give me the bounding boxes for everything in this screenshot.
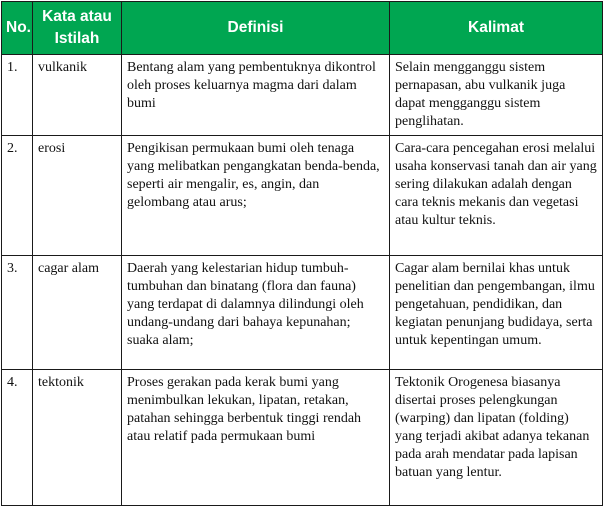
row-number: 4. (2, 370, 33, 506)
row-number: 3. (2, 256, 33, 370)
glossary-table (1, 1, 603, 506)
row-term: erosi (33, 136, 122, 256)
row-sentence: Tektonik Orogenesa biasanya disertai proses pelengkungan (warping) dan lipatan (folding) yang terjadi akibat adanya tekanan pada arah mendatar pada lapisan batuan yang lentur. (390, 370, 603, 506)
row-term: tektonik (33, 370, 122, 506)
header-row (2, 2, 603, 55)
header-term: Kata atau Istilah (33, 2, 122, 55)
row-definition: Proses gerakan pada kerak bumi yang menimbulkan lekukan, lipatan, retakan, patahan sehingga berbentuk tinggi rendah atau relatif pada permukaan bumi (122, 370, 390, 506)
header-definition: Definisi (122, 2, 390, 55)
table-row (2, 256, 603, 370)
header-sentence: Kalimat (390, 2, 603, 55)
table-row (2, 55, 603, 136)
row-term: vulkanik (33, 55, 122, 136)
row-definition: Pengikisan permukaan bumi oleh tenaga yang melibatkan pengangkatan benda-benda, seperti air mengalir, es, angin, dan gelombang atau arus; (122, 136, 390, 256)
row-sentence: Cara-cara pencegahan erosi melalui usaha konservasi tanah dan air yang sering dilakukan adalah dengan cara teknis mekanis dan vegetasi atau kultur teknis. (390, 136, 603, 256)
table-row (2, 370, 603, 506)
row-definition: Daerah yang kelestarian hidup tumbuh-tumbuhan dan binatang (flora dan fauna) yang terdapat di dalamnya dilindungi oleh undang-undang dari bahaya kepunahan; suaka alam; (122, 256, 390, 370)
row-term: cagar alam (33, 256, 122, 370)
row-number: 2. (2, 136, 33, 256)
row-definition: Bentang alam yang pembentuknya dikontrol oleh proses keluarnya magma dari dalam bumi (122, 55, 390, 136)
header-no: No. (2, 2, 33, 55)
row-sentence: Selain mengganggu sistem pernapasan, abu vulkanik juga dapat mengganggu sistem penglihatan. (390, 55, 603, 136)
row-number: 1. (2, 55, 33, 136)
table-row (2, 136, 603, 256)
row-sentence: Cagar alam bernilai khas untuk penelitian dan pengembangan, ilmu pengetahuan, pendidikan, dan kegiatan penunjang budidaya, serta untuk kepentingan umum. (390, 256, 603, 370)
